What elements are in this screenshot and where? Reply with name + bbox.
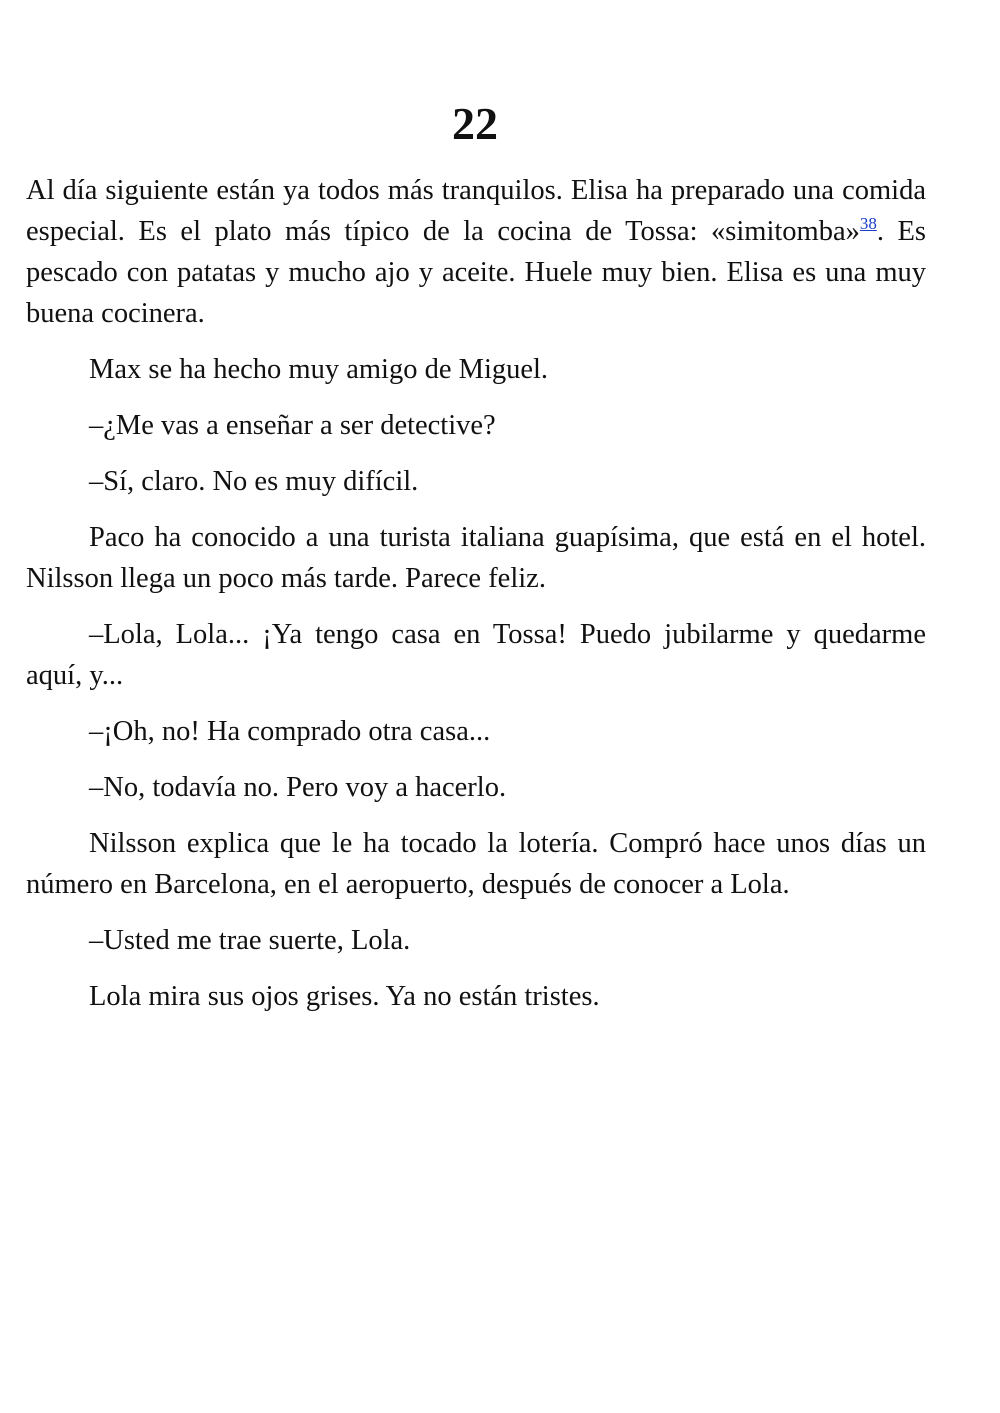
paragraph-3: –¿Me vas a enseñar a ser detective? xyxy=(89,410,496,441)
chapter-number: 22 xyxy=(452,98,498,149)
footnote-reference-link[interactable]: 38 xyxy=(859,214,877,233)
paragraph-9: Nilsson explica que le ha tocado la lotería. Compró hace unos días un número en Barcelona, en el aeropuerto, después de conocer a Lola. xyxy=(26,828,926,900)
paragraph-7: –¡Oh, no! Ha comprado otra casa... xyxy=(89,716,491,747)
paragraph-10: –Usted me trae suerte, Lola. xyxy=(89,925,411,956)
paragraph-4: –Sí, claro. No es muy difícil. xyxy=(89,466,419,497)
paragraph-8: –No, todavía no. Pero voy a hacerlo. xyxy=(89,772,507,803)
paragraph-5: Paco ha conocido a una turista italiana guapísima, que está en el hotel. Nilsson llega un poco más tarde. Parece feliz. xyxy=(26,522,926,594)
chapter-body xyxy=(26,170,926,1032)
paragraph-1-text-end: . Es pescado con patatas y mucho ajo y aceite. Huele muy bien. Elisa es una muy buena cocinera. xyxy=(26,216,926,329)
paragraph-1-text-start: Al día siguiente están ya todos más tranquilos. Elisa ha preparado una comida especial. Es el plato más típico de la cocina de Tossa: «simitomba» xyxy=(26,175,926,247)
paragraph-2: Max se ha hecho muy amigo de Miguel. xyxy=(89,354,549,385)
paragraph-11: Lola mira sus ojos grises. Ya no están tristes. xyxy=(89,981,600,1012)
paragraph-6: –Lola, Lola... ¡Ya tengo casa en Tossa! Puedo jubilarme y quedarme aquí, y... xyxy=(26,619,926,691)
paragraph-1 xyxy=(26,170,926,334)
